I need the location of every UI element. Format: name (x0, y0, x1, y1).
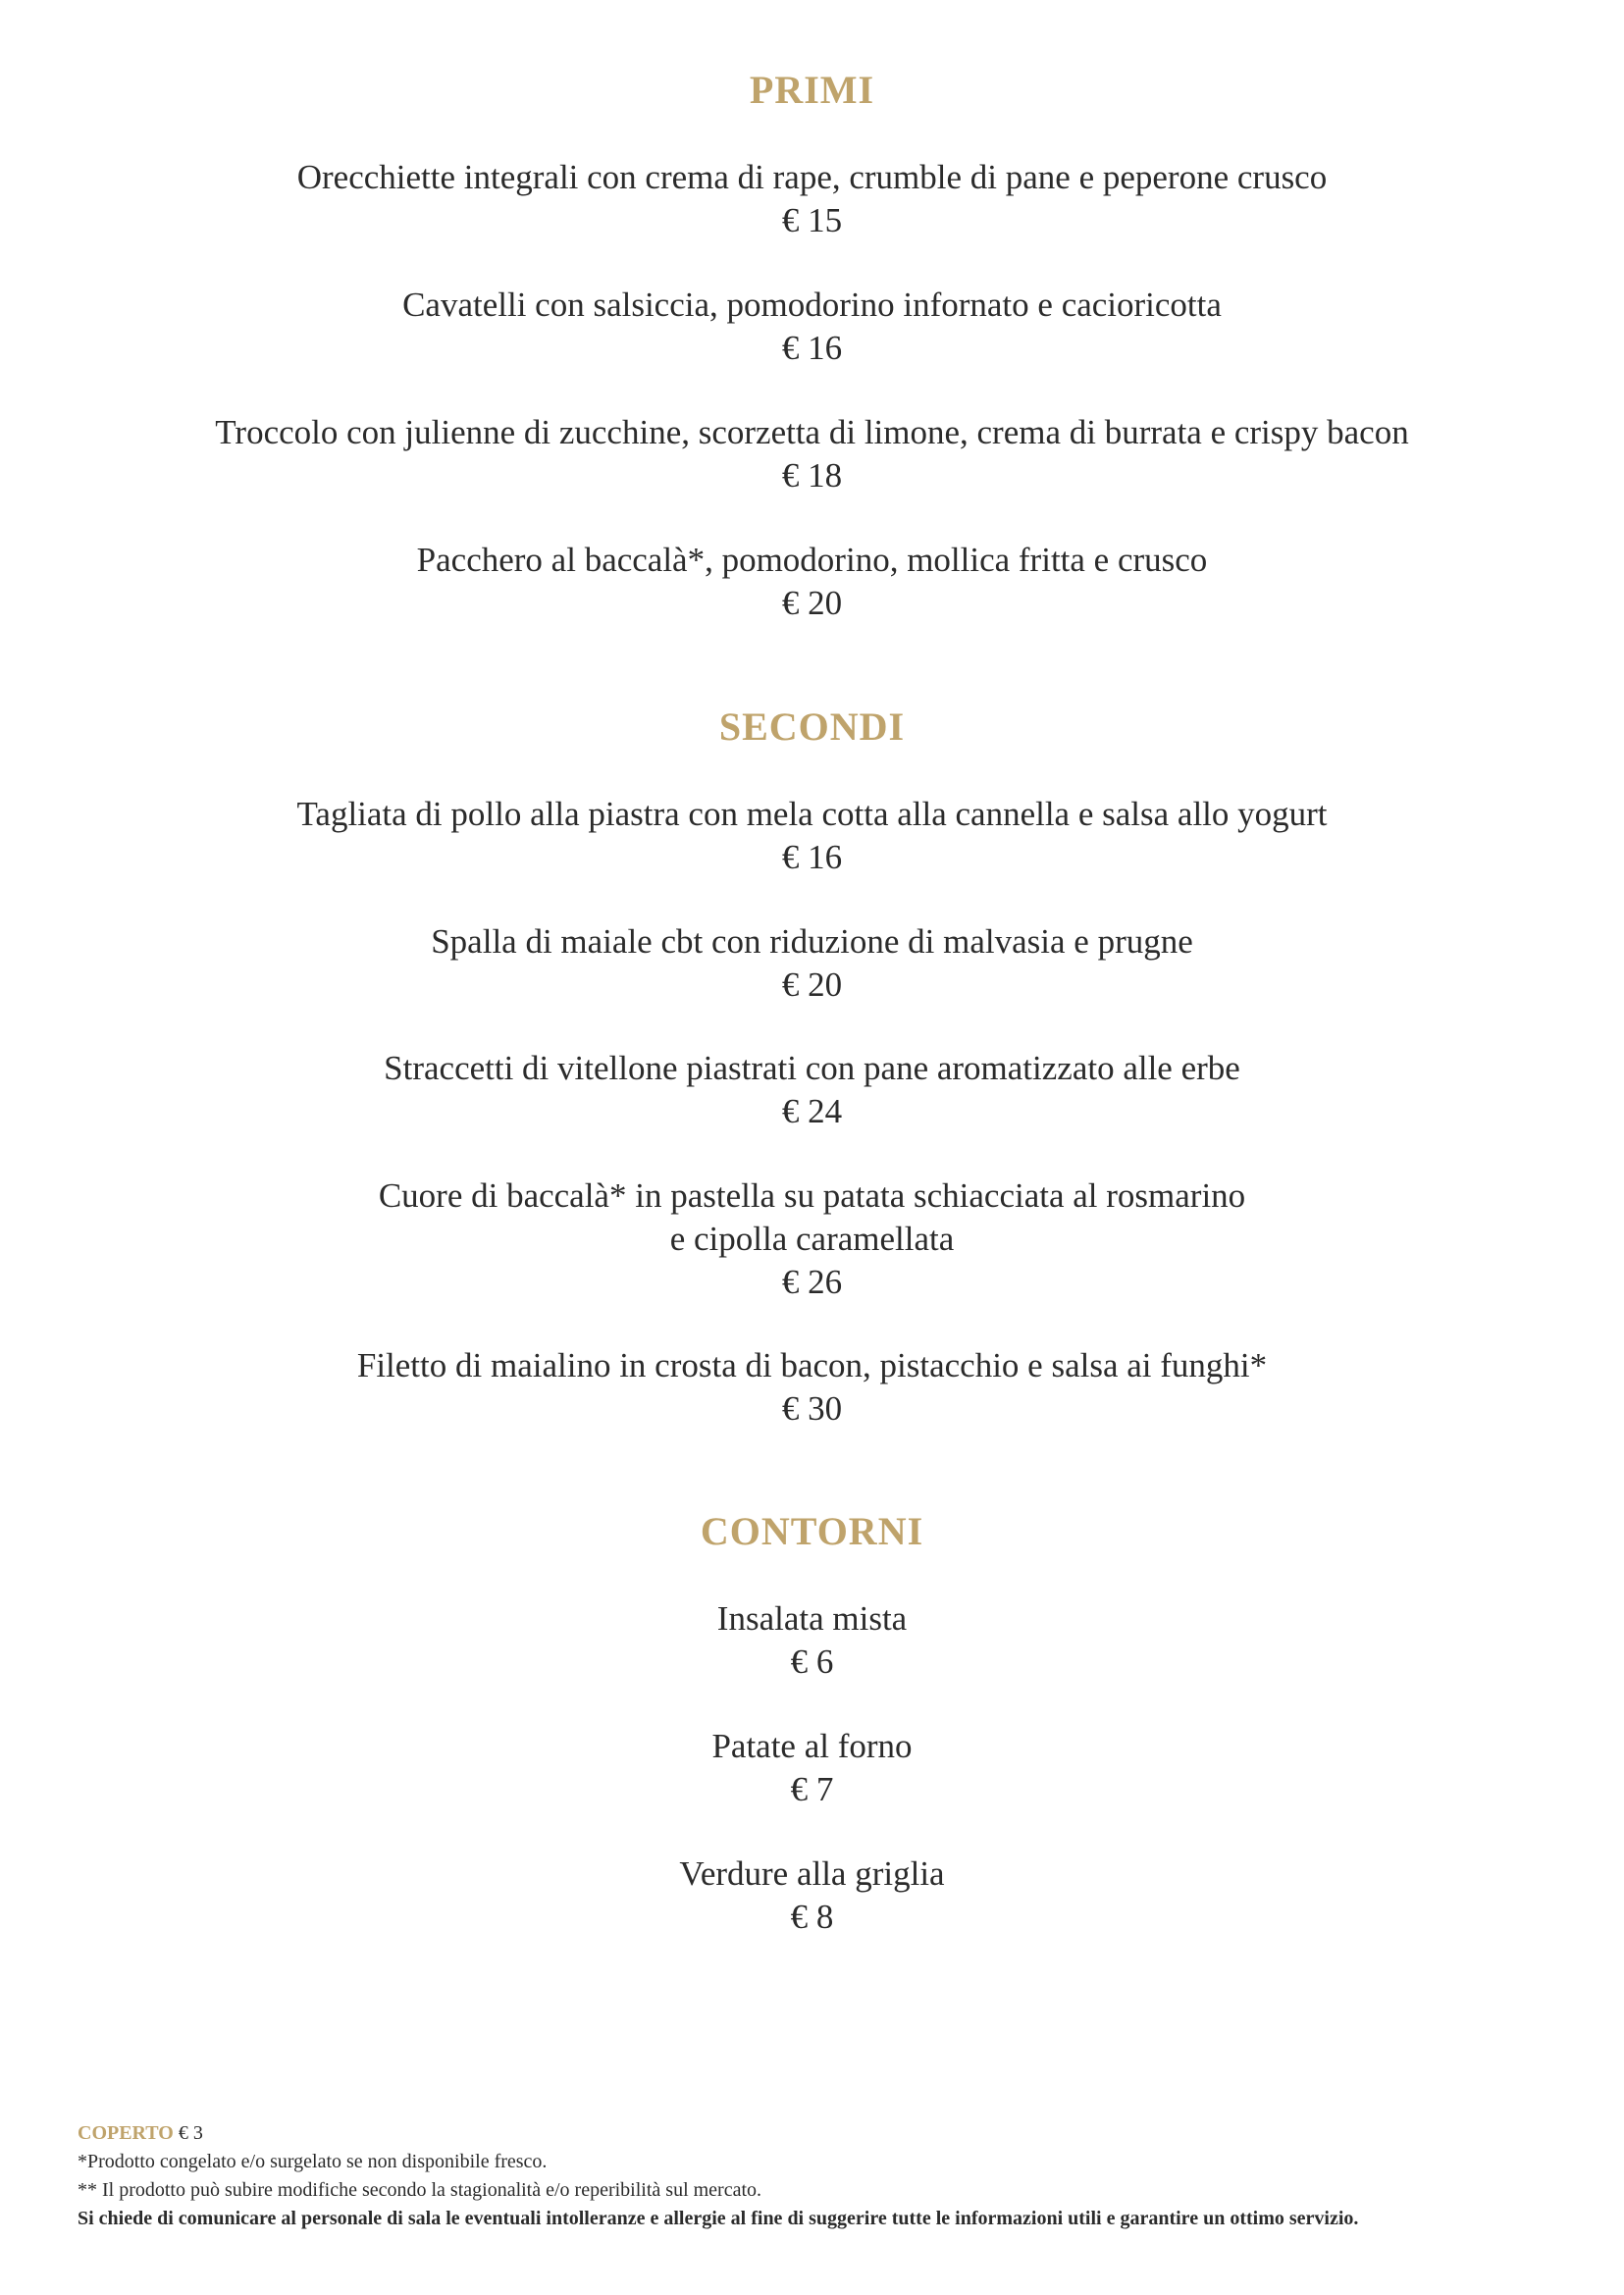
item-name: Cuore di baccalà* in pastella su patata schiacciata al rosmarino (378, 1176, 1246, 1215)
item-price: € 8 (790, 1898, 834, 1936)
item-price: € 7 (790, 1770, 834, 1808)
item-name: Troccolo con julienne di zucchine, scorzetta di limone, crema di burrata e crispy bacon (215, 413, 1409, 451)
item-name: Verdure alla griglia (679, 1854, 945, 1893)
item-price: € 16 (781, 329, 843, 367)
menu-item (0, 284, 1624, 370)
item-name: Filetto di maialino in crosta di bacon, pistacchio e salsa ai funghi* (356, 1346, 1268, 1384)
note-seasonal: ** Il prodotto può subire modifiche secondo la stagionalità e/o reperibilità sul mercato. (78, 2179, 762, 2201)
item-name: Patate al forno (711, 1727, 913, 1765)
coperto-price: € 3 (178, 2122, 203, 2144)
item-price: € 30 (781, 1389, 843, 1428)
item-price: € 20 (781, 584, 843, 622)
item-price: € 24 (781, 1092, 843, 1130)
menu-item (0, 411, 1624, 497)
menu-item (0, 156, 1624, 242)
item-name-line2: e cipolla caramellata (669, 1220, 955, 1258)
section-title-primi: PRIMI (749, 68, 875, 112)
menu-item (0, 920, 1624, 1007)
item-price: € 20 (781, 965, 843, 1004)
item-price: € 15 (781, 201, 843, 239)
coperto-label: COPERTO (78, 2122, 174, 2144)
item-name: Tagliata di pollo alla piastra con mela cotta alla cannella e salsa allo yogurt (296, 795, 1328, 833)
section-title-contorni: CONTORNI (700, 1509, 924, 1553)
menu-item (0, 1344, 1624, 1431)
menu-item (0, 793, 1624, 879)
item-name: Spalla di maiale cbt con riduzione di malvasia e prugne (431, 922, 1193, 961)
item-name: Insalata mista (716, 1599, 908, 1638)
item-price: € 26 (781, 1263, 843, 1301)
menu-item (0, 1852, 1624, 1939)
menu-item (0, 1725, 1624, 1811)
item-price: € 16 (781, 838, 843, 876)
note-allergies: Si chiede di comunicare al personale di sala le eventuali intolleranze e allergie al fine di suggerire tutte le informazioni utili e garantire un ottimo servizio. (78, 2208, 1359, 2229)
item-name: Pacchero al baccalà*, pomodorino, mollica fritta e crusco (416, 541, 1208, 579)
menu-item (0, 1597, 1624, 1684)
menu-item (0, 1047, 1624, 1133)
menu-item (0, 1174, 1624, 1304)
item-name: Orecchiette integrali con crema di rape, crumble di pane e peperone crusco (296, 158, 1328, 196)
item-price: € 18 (781, 456, 843, 495)
section-title-secondi: SECONDI (718, 704, 906, 749)
note-frozen: *Prodotto congelato e/o surgelato se non disponibile fresco. (78, 2151, 548, 2172)
menu-item (0, 539, 1624, 625)
item-price: € 6 (790, 1643, 834, 1681)
item-name: Straccetti di vitellone piastrati con pane aromatizzato alle erbe (384, 1049, 1240, 1087)
coperto-line (78, 2119, 1569, 2148)
footer-notes (78, 2119, 1569, 2233)
item-name: Cavatelli con salsiccia, pomodorino infornato e cacioricotta (402, 286, 1222, 324)
